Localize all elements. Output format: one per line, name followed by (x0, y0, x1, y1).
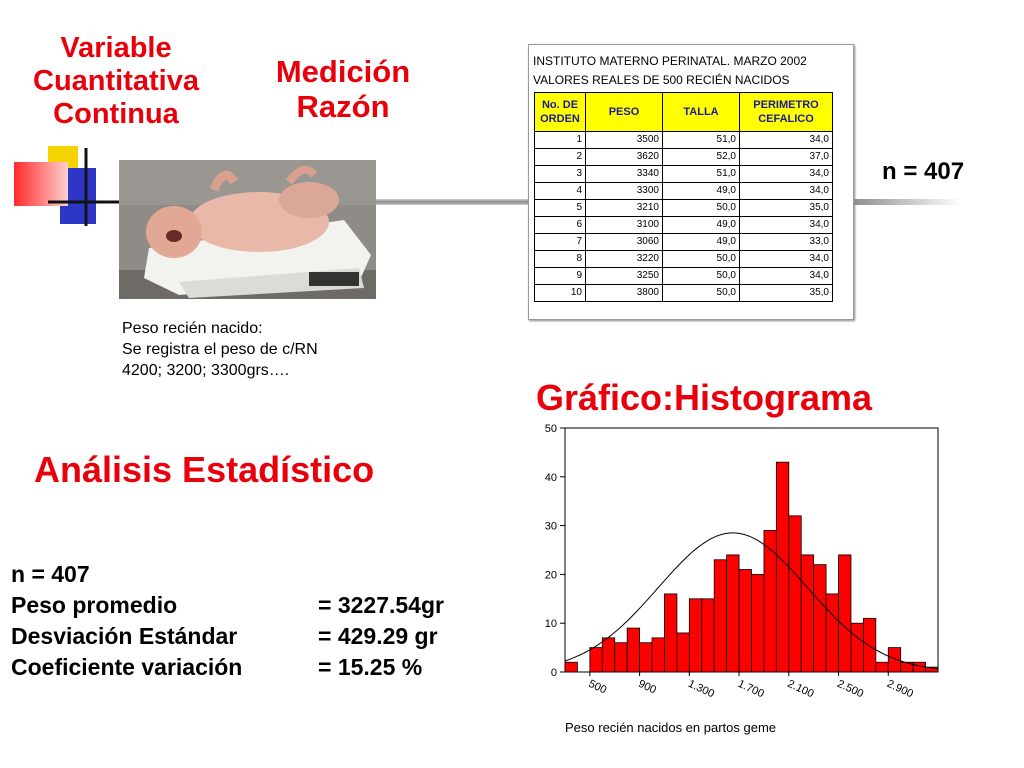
histogram-bar (801, 555, 813, 672)
table-cell: 50,0 (663, 285, 740, 302)
table-cell: 37,0 (740, 149, 833, 166)
stat-label: Coeficiente variación (11, 654, 243, 680)
table-cell: 50,0 (663, 268, 740, 285)
y-tick-label: 50 (544, 423, 557, 435)
x-tick-label: 1.300 (686, 677, 717, 701)
table-cell: 3620 (586, 149, 663, 166)
histogram-bar (727, 555, 739, 672)
table-row (535, 268, 833, 285)
table-cell: 3210 (586, 200, 663, 217)
x-tick-label: 900 (636, 677, 659, 697)
table-cell: 3060 (586, 234, 663, 251)
table-cell: 52,0 (663, 149, 740, 166)
histogram-bar (664, 594, 676, 672)
measurement-title (252, 54, 434, 124)
x-tick-label: 2.900 (884, 677, 916, 701)
histogram-bar (689, 599, 701, 672)
table-cell: 35,0 (740, 285, 833, 302)
table-cell: 7 (535, 234, 586, 251)
table-row (535, 200, 833, 217)
table-cell: 3 (535, 166, 586, 183)
connector-line-right (850, 199, 962, 205)
table-row (535, 234, 833, 251)
caption-line-3: 4200; 3200; 3300grs…. (122, 362, 290, 379)
histogram-bar (640, 643, 652, 672)
measurement-title-line-2: Razón (296, 89, 390, 124)
table-row (535, 251, 833, 268)
y-tick-label: 30 (544, 520, 557, 533)
table-cell: 34,0 (740, 183, 833, 200)
caption-line-2: Se registra el peso de c/RN (122, 341, 318, 358)
x-axis-label: Peso recién nacidos en partos geme (565, 720, 777, 735)
y-tick-label: 20 (544, 569, 557, 582)
histogram-bar (814, 565, 826, 672)
x-tick-label: 2.100 (785, 677, 816, 701)
histogram-bar (839, 555, 851, 672)
histogram-bar (789, 516, 801, 672)
table-cell: 51,0 (663, 132, 740, 149)
variable-title-line-1: Variable (60, 32, 172, 64)
histogram-bar (565, 662, 577, 672)
table-cell: 49,0 (663, 234, 740, 251)
table-cell: 6 (535, 217, 586, 234)
table-cell: 50,0 (663, 251, 740, 268)
stat-label: Peso promedio (11, 592, 178, 618)
histogram-bar (851, 623, 863, 672)
histogram-bar (776, 462, 788, 672)
histogram-bar (602, 638, 614, 672)
measurement-title-line-1: Medición (275, 54, 411, 89)
table-row (535, 285, 833, 302)
y-tick-label: 40 (544, 471, 557, 484)
caption-line-1: Peso recién nacido: (122, 320, 263, 337)
stat-value: = 15.25 % (318, 654, 423, 680)
spreadsheet-header-institute: INSTITUTO MATERNO PERINATAL. MARZO 2002 (533, 54, 807, 68)
table-row (535, 132, 833, 149)
table-row (535, 183, 833, 200)
table-cell: 33,0 (740, 234, 833, 251)
analysis-title: Análisis Estadístico (34, 449, 375, 490)
stat-value: = 3227.54gr (318, 592, 444, 618)
table-cell: 34,0 (740, 251, 833, 268)
histogram-bar (876, 662, 888, 672)
stat-label: Desviación Estándar (11, 623, 238, 649)
table-cell: 10 (535, 285, 586, 302)
table-cell: 5 (535, 200, 586, 217)
histogram-bar (615, 643, 627, 672)
table-cell: 3220 (586, 251, 663, 268)
x-tick-label: 1.700 (735, 677, 766, 701)
spreadsheet-body (535, 132, 833, 302)
table-cell: 4 (535, 183, 586, 200)
data-spreadsheet (528, 44, 854, 320)
histogram-bar (739, 570, 751, 672)
newborn-scale-photo (119, 160, 376, 299)
column-header: PESO (586, 93, 663, 132)
spreadsheet-header-values: VALORES REALES DE 500 RECIÉN NACIDOS (533, 73, 790, 87)
table-cell: 8 (535, 251, 586, 268)
variable-title-line-3: Continua (53, 98, 179, 130)
stat-value: = 429.29 gr (318, 623, 438, 649)
table-cell: 3500 (586, 132, 663, 149)
table-cell: 34,0 (740, 166, 833, 183)
photo-caption (122, 318, 318, 381)
x-tick-label: 2.500 (835, 677, 866, 701)
column-header: PERIMETRO CEFALICO (740, 93, 833, 132)
table-row (535, 149, 833, 166)
histogram-title: Gráfico:Histograma (536, 377, 873, 418)
table-cell: 3100 (586, 217, 663, 234)
variable-title-line-2: Cuantitativa (33, 65, 199, 97)
table-cell: 49,0 (663, 183, 740, 200)
histogram-bar (826, 594, 838, 672)
table-cell: 9 (535, 268, 586, 285)
histogram-bar (702, 599, 714, 672)
histogram-chart (520, 418, 950, 738)
column-header: No. DE ORDEN (535, 93, 586, 132)
table-cell: 3800 (586, 285, 663, 302)
table-cell: 49,0 (663, 217, 740, 234)
histogram-bar (652, 638, 664, 672)
table-cell: 34,0 (740, 132, 833, 149)
table-cell: 50,0 (663, 200, 740, 217)
histogram-bar (590, 648, 602, 672)
sample-size-label: n = 407 (882, 158, 965, 185)
table-cell: 3250 (586, 268, 663, 285)
table-cell: 51,0 (663, 166, 740, 183)
y-tick-label: 10 (544, 618, 557, 631)
decorative-blocks-logo (10, 146, 122, 226)
table-cell: 34,0 (740, 217, 833, 234)
histogram-bar (863, 618, 875, 672)
table-cell: 3300 (586, 183, 663, 200)
table-cell: 1 (535, 132, 586, 149)
table-cell: 3340 (586, 166, 663, 183)
y-tick-label: 0 (550, 667, 557, 679)
table-row (535, 166, 833, 183)
table-cell: 2 (535, 149, 586, 166)
histogram-bar (752, 574, 764, 672)
table-cell: 34,0 (740, 268, 833, 285)
histogram-bar (764, 530, 776, 672)
column-header: TALLA (663, 93, 740, 132)
histogram-bar (714, 560, 726, 672)
spreadsheet-table (534, 92, 833, 302)
table-cell: 35,0 (740, 200, 833, 217)
stat-label: n = 407 (11, 561, 90, 587)
histogram-bar (627, 628, 639, 672)
table-row (535, 217, 833, 234)
variable-type-title (0, 32, 232, 131)
histogram-bar (677, 633, 689, 672)
x-tick-label: 500 (586, 677, 609, 697)
